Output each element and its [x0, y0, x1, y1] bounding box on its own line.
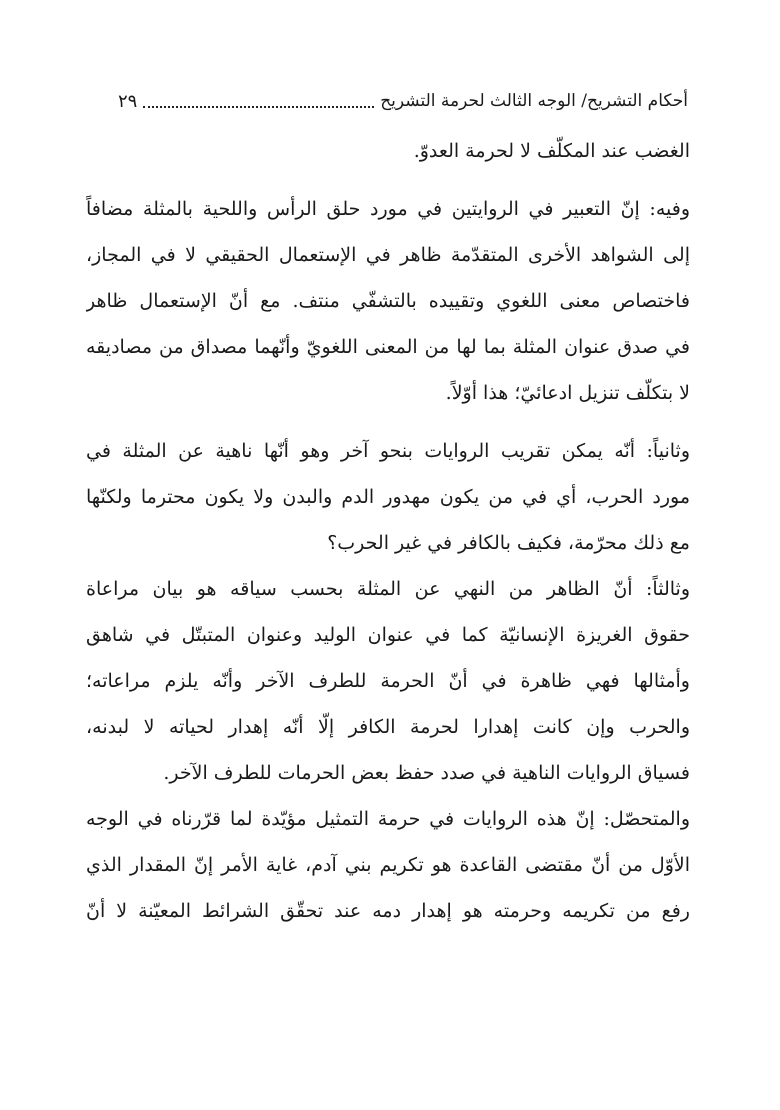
text-line: فاختصاص معنى اللغوي وتقييده بالتشفّي منتف. مع أنّ الإستعمال ظاهر: [86, 290, 690, 312]
text-line: لا بتكلّف تنزيل ادعائيّ؛ هذا أوّلاً.: [445, 382, 690, 404]
running-header: [118, 84, 688, 118]
header-title: أحكام التشريح/ الوجه الثالث لحرمة التشريح: [380, 91, 688, 111]
text-line: الأوّل من أنّ مقتضى القاعدة هو تكريم بني آدم، غاية الأمر إنّ المقدار الذي: [86, 854, 690, 876]
text-line: الغضب عند المكلّف لا لحرمة العدوّ.: [413, 140, 690, 162]
text-line: والحرب وإن كانت إهدارا لحرمة الكافر إلّا أنّه إهدار لحياته لا لبدنه،: [86, 716, 690, 738]
text-line: وأمثالها فهي ظاهرة في أنّ الحرمة للطرف الآخر وأنّه يلزم مراعاته؛: [86, 670, 690, 692]
text-line: في صدق عنوان المثلة بما لها من المعنى اللغويّ وأنّهما مصداق من مصاديقه: [86, 336, 690, 358]
text-line: مورد الحرب، أي في من يكون مهدور الدم والبدن ولا يكون محترما ولكنّها: [86, 486, 690, 508]
text-line: وفيه: إنّ التعبير في الروايتين في مورد حلق الرأس واللحية بالمثلة مضافاً: [86, 198, 690, 220]
text-line: رفع من تكريمه وحرمته هو إهدار دمه عند تحقّق الشرائط المعيّنة لا أنّ: [86, 900, 690, 922]
text-line: إلى الشواهد الأخرى المتقدّمة ظاهر في الإستعمال الحقيقي لا في المجاز،: [86, 244, 690, 266]
text-line: وثالثاً: أنّ الظاهر من النهي عن المثلة بحسب سياقه هو بيان مراعاة: [86, 578, 690, 600]
text-line: حقوق الغريزة الإنسانيّة كما في عنوان الوليد وعنوان المتبتّل في شاهق: [86, 624, 690, 646]
text-line: وثانياً: أنّه يمكن تقريب الروايات بنحو آخر وهو أنّها ناهية عن المثلة في: [86, 440, 690, 462]
text-line: مع ذلك محرّمة، فكيف بالكافر في غير الحرب؟: [327, 532, 690, 554]
text-line: والمتحصّل: إنّ هذه الروايات في حرمة التمثيل مؤيّدة لما قرّرناه في الوجه: [86, 808, 690, 830]
body-text: [86, 128, 690, 934]
text-line: فسياق الروايات الناهية في صدد حفظ بعض الحرمات للطرف الآخر.: [163, 762, 690, 784]
header-dot-leader: [143, 94, 374, 108]
page-number: ٢٩: [118, 90, 138, 112]
